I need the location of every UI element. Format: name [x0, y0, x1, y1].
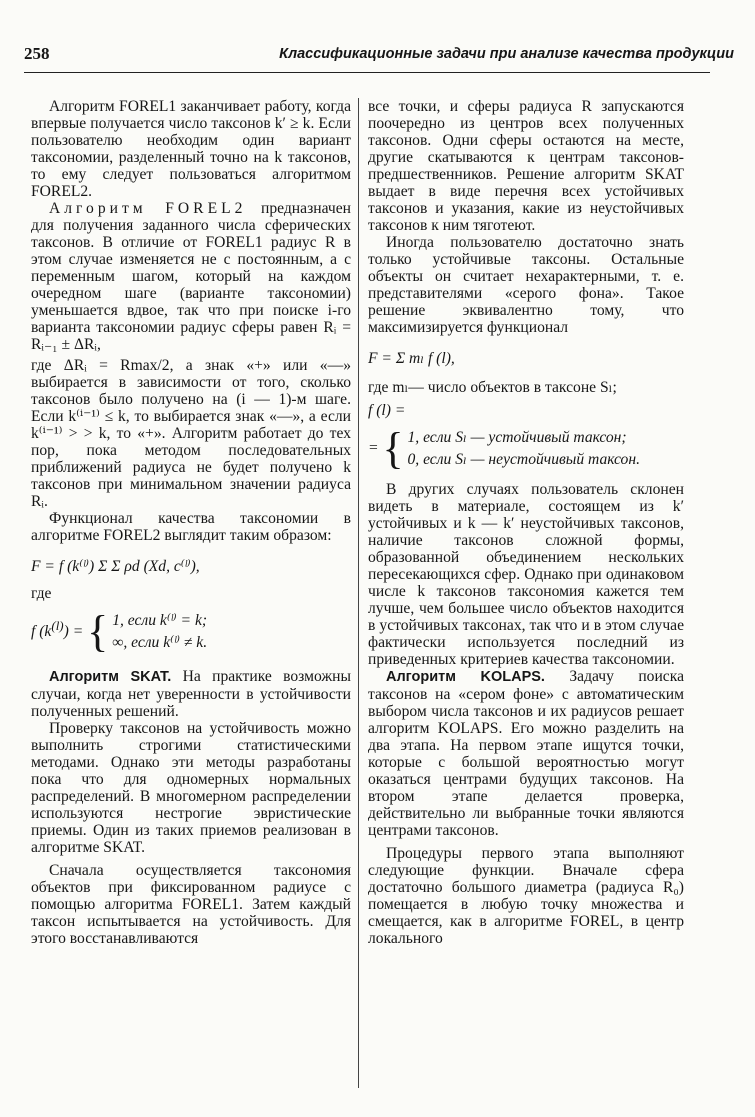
case-1: 1, если Sₗ — устойчивый таксон;	[407, 429, 627, 446]
formula-cases: = { 1, если Sₗ — устойчивый таксон; 0, если Sₗ — неустойчивый таксон.	[368, 424, 640, 473]
paragraph: где mₗ— число объектов в таксоне Sₗ;	[368, 379, 617, 396]
case-2: ∞, если k⁽ˡ⁾ ≠ k.	[112, 634, 208, 651]
algorithm-name: Алгоритм FOREL2	[49, 200, 247, 217]
formula-f: f (l) =	[368, 402, 406, 419]
paragraph: Сначала осуществляется таксономия объектов при фиксированном радиусе с помощью алгоритма FOREL1. Затем каждый таксон испытывается на устойчивость. Для этого восстанавливаются	[31, 862, 351, 947]
case-2: 0, если Sₗ — неустойчивый таксон.	[407, 451, 640, 468]
formula-functional: F = Σ mₗ f (l),	[368, 350, 455, 367]
formula-functional: F = f (k⁽ˡ⁾) Σ Σ ρd (Xd, c⁽ˡ⁾),	[31, 558, 200, 575]
paragraph: Проверку таксонов на устойчивость можно выполнить строгими статистическими методами. Однако эти методы разработаны пока что для одномерных нормальных распределений. В многомерном распределении используются нестрогие эвристические приемы. Один из таких приемов реализован в алгоритме SKAT.	[31, 720, 351, 856]
algorithm-name: Алгоритм SKAT.	[49, 669, 172, 685]
column-divider	[358, 98, 359, 1088]
formula-cases: f $(k^{(l)})$ = { 1, если k⁽ˡ⁾ = k; ∞, если k⁽ˡ⁾ ≠ k.	[31, 607, 208, 656]
page-number: 258	[24, 44, 50, 63]
header-rule	[24, 72, 710, 73]
paragraph: все точки, и сферы радиуса R запускаются поочередно из центров всех полученных таксонов. Одни сферы остаются на месте, другие скатываются к центрам таксонов-предшественников. Решение алгоритм SKAT выдает в виде перечня всех устойчивых таксонов и указания, какие из неустойчивых таксонов к ним тяготеют.	[368, 98, 684, 234]
where-label: где	[31, 585, 52, 602]
paragraph: Алгоритм FOREL1 заканчивает работу, когда впервые получается число таксонов k′ ≥ k. Если пользователю необходим один вариант таксономии, разделенный точно на k таксонов, то ему следует пользоваться алгоритмом FOREL2.	[31, 98, 351, 200]
algorithm-name: Алгоритм KOLAPS.	[386, 669, 545, 685]
paragraph: В других случаях пользователь склонен видеть в материале, состоящем из k′ устойчивых и k — k′ неустойчивых таксонов, наличие таксонов сложной формы, образованной объединением нескольких пересекающихся сфер. Однако при одинаковом числе k таксонов таксономия кажется тем лучше, чем большее число объектов находится в устойчивых таксонах, так что и в этом случае фактически используется последний из приведенных критериев качества таксономии.	[368, 481, 684, 668]
paragraph: Алгоритм KOLAPS. Задачу поиска таксонов на «сером фоне» с автоматическим выбором числа таксонов и их радиусов решает алгоритм KOLAPS. Его можно разделить на два этапа. На первом этапе ищутся точки, которые с большой вероятностью могут оказаться центрами будущих таксонов. На втором этапе делается проверка, действительно ли выбранные точки являются центрами таксонов.	[368, 668, 684, 839]
right-column	[368, 98, 684, 947]
left-column	[31, 98, 351, 947]
paragraph: Функционал качества таксономии в алгоритме FOREL2 выглядит таким образом:	[31, 510, 351, 544]
paragraph: Алгоритм FOREL2 предназначен для получения заданного числа сферических таксонов. В отличие от FOREL1 радиус R в этом случае изменяется не с постоянным, а с переменным шагом, который на каждом очередном шаге (варианте таксономии) уменьшается вдвое, так что при поиске i-го варианта таксономии радиус сферы равен Rᵢ = Rᵢ₋₁ ± ΔRᵢ,	[31, 200, 351, 353]
running-title: Классификационные задачи при анализе качества продукции	[279, 46, 734, 62]
paragraph: где ΔRᵢ = Rmax/2, а знак «+» или «—» выбирается в зависимости от того, сколько таксонов было получено на (i — 1)-м шаге. Если k⁽ⁱ⁻¹⁾ ≤ k, то выбирается знак «—», а если k⁽ⁱ⁻¹⁾ > > k, то «+». Алгоритм работает до тех пор, пока методом последовательных приближений радиуса не будет получено k таксонов при минимальном значении радиуса Rᵢ.	[31, 357, 351, 510]
paragraph: Процедуры первого этапа выполняют следующие функции. Вначале сфера достаточно большого диаметра (радиуса R₀) помещается в любую точку множества и смещается, как в алгоритме FOREL, в центр локального	[368, 845, 684, 947]
paragraph: Алгоритм SKAT. На практике возможны случаи, когда нет уверенности в устойчивости полученных решений.	[31, 668, 351, 720]
case-1: 1, если k⁽ˡ⁾ = k;	[112, 612, 208, 629]
page-header	[24, 44, 734, 74]
paragraph: Иногда пользователю достаточно знать только устойчивые таксоны. Остальные объекты он считает нехарактерными, т. е. представителями «серого фона». Такое решение эквивалентно тому, что максимизируется функционал	[368, 234, 684, 336]
